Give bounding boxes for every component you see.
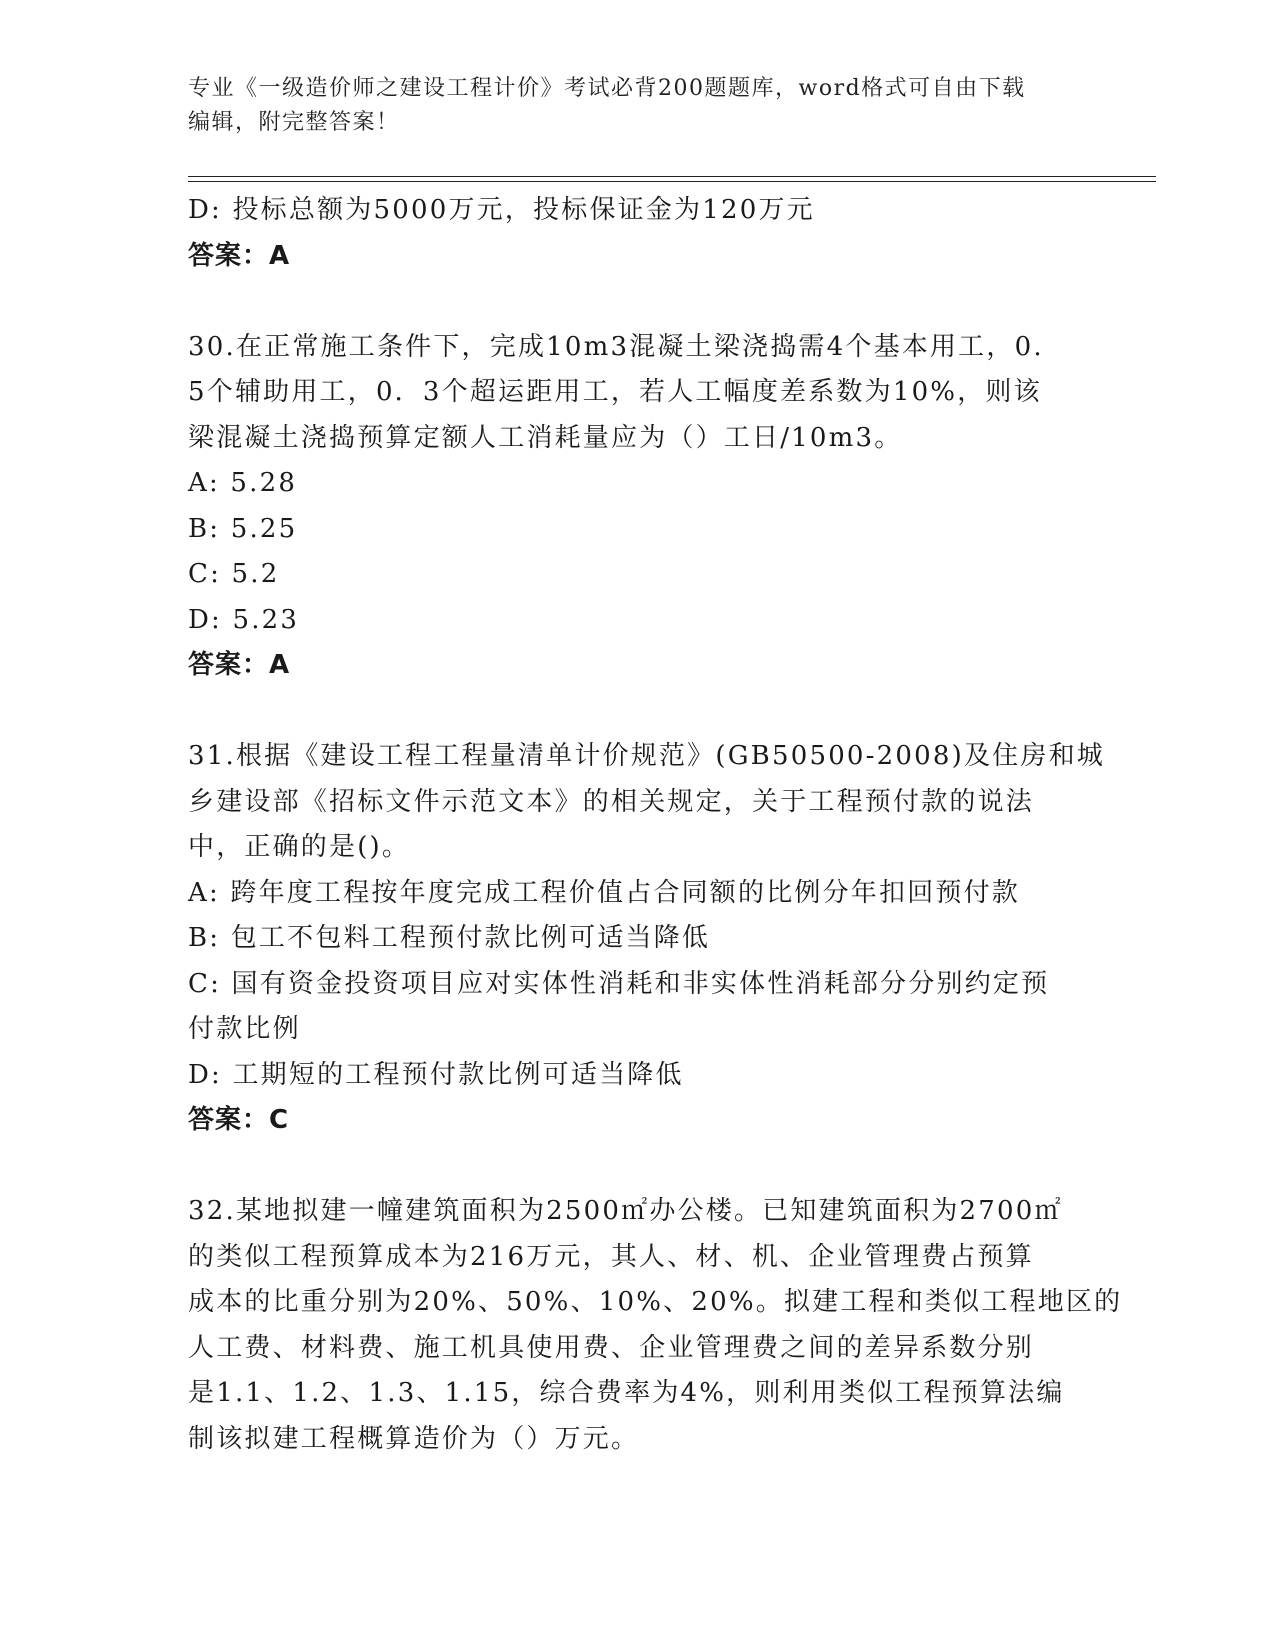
spacer [188, 689, 1088, 735]
q32-stem-line-5: 是1.1、1.2、1.3、1.15，综合费率为4%，则利用类似工程预算法编 [188, 1378, 1065, 1408]
q29-option-d: D: 投标总额为5000万元，投标保证金为120万元 [188, 195, 815, 225]
q30-option-a: A: 5.28 [188, 468, 298, 498]
q32-stem-line-4: 人工费、材料费、施工机具使用费、企业管理费之间的差异系数分别 [188, 1332, 1035, 1363]
q32-stem-line-6: 制该拟建工程概算造价为（）万元。 [188, 1423, 640, 1454]
q30-answer: 答案：A [188, 650, 291, 680]
header-divider-bottom [188, 181, 1156, 182]
question-31 [188, 734, 1105, 1144]
q30-stem-line-2: 5个辅助用工，0．3个超运距用工，若人工幅度差系数为10%，则该 [188, 377, 1042, 407]
q30-option-c: C: 5.2 [188, 559, 280, 589]
page-header [188, 72, 1068, 140]
question-32 [188, 1189, 1123, 1462]
header-line-2: 编辑，附完整答案！ [188, 110, 400, 135]
q32-stem-line-3: 成本的比重分别为20%、50%、10%、20%。拟建工程和类似工程地区的 [188, 1287, 1123, 1317]
q31-stem-line-3: 中，正确的是()。 [188, 832, 411, 862]
q31-stem-line-1: 31.根据《建设工程工程量清单计价规范》(GB50500-2008)及住房和城 [188, 741, 1105, 771]
q31-option-c: C: 国有资金投资项目应对实体性消耗和非实体性消耗部分分别约定预 [188, 968, 1050, 999]
question-content [188, 188, 1123, 1462]
spacer [188, 279, 1088, 325]
q32-stem-line-1: 32.某地拟建一幢建筑面积为2500㎡办公楼。已知建筑面积为2700㎡ [188, 1196, 1063, 1226]
header-divider-top [188, 176, 1156, 177]
question-30 [188, 325, 1088, 689]
q31-stem-line-2: 乡建设部《招标文件示范文本》的相关规定，关于工程预付款的说法 [188, 786, 1035, 817]
q30-stem-line-1: 30.在正常施工条件下，完成10m3混凝土梁浇捣需4个基本用工，0. [188, 331, 1044, 362]
q31-option-c-continued: 付款比例 [188, 1014, 301, 1044]
q31-answer: 答案：C [188, 1105, 290, 1135]
q29-answer: 答案：A [188, 240, 291, 271]
spacer [188, 1144, 1088, 1190]
q32-stem-line-2: 的类似工程预算成本为216万元，其人、材、机、企业管理费占预算 [188, 1241, 1034, 1272]
q30-stem-line-3: 梁混凝土浇捣预算定额人工消耗量应为（）工日/10m3。 [188, 422, 903, 453]
header-line-1: 专业《一级造价师之建设工程计价》考试必背200题题库，word格式可自由下载 [188, 76, 1026, 101]
question-29-tail [188, 188, 1088, 279]
q30-option-d: D: 5.23 [188, 604, 300, 635]
q31-option-d: D: 工期短的工程预付款比例可适当降低 [188, 1059, 684, 1090]
q31-option-a: A: 跨年度工程按年度完成工程价值占合同额的比例分年扣回预付款 [188, 877, 1021, 908]
q31-option-b: B: 包工不包料工程预付款比例可适当降低 [188, 923, 711, 953]
q30-option-b: B: 5.25 [188, 513, 298, 544]
